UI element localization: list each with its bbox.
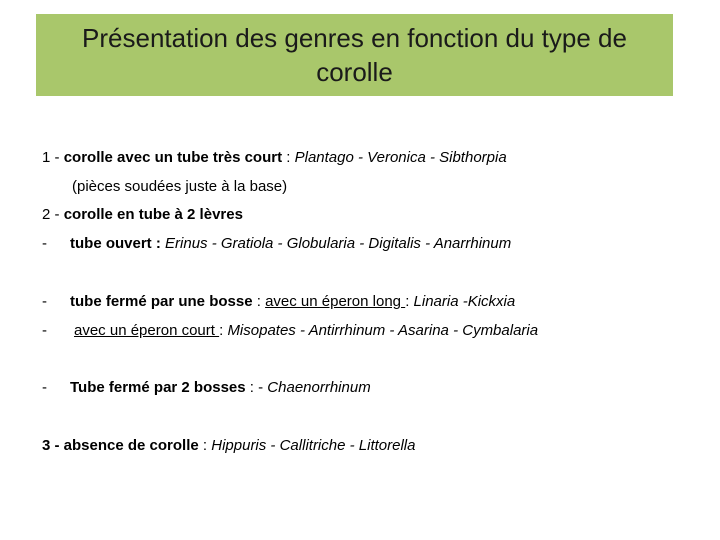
item-label: Tube fermé par 2 bosses: [70, 379, 246, 396]
item-genera: Chaenorrhinum: [267, 379, 371, 396]
item-label: 3 - absence de corolle: [42, 437, 199, 454]
bullet-dash: -: [42, 293, 47, 310]
title-banner: [36, 14, 673, 96]
item-genera: Misopates - Antirrhinum - Asarina - Cymbalaria: [227, 322, 539, 339]
item-label: tube fermé par une bosse: [70, 293, 253, 310]
item-separator: :: [405, 293, 414, 310]
item-separator: :: [252, 293, 266, 310]
item-genera: Hippuris - Callitriche - Littorella: [211, 437, 416, 454]
item-note: (pièces soudées juste à la base): [72, 178, 288, 195]
item-number: 1 -: [42, 149, 60, 166]
list-item-tube-ferme-bosse: [42, 292, 515, 312]
list-item-2: [42, 205, 243, 225]
bullet-dash: -: [42, 235, 47, 252]
item-separator: :: [282, 149, 295, 166]
item-subtype: avec un éperon court: [74, 322, 220, 339]
item-label: corolle avec un tube très court: [63, 149, 283, 166]
item-separator: :: [219, 322, 228, 339]
list-item-note: [72, 177, 287, 197]
list-item-1: [42, 148, 507, 168]
page-title: Présentation des genres en fonction du type de corolle: [82, 23, 627, 87]
list-item-eperon-court: [42, 321, 538, 341]
list-item-3: [42, 436, 415, 456]
item-genera: Plantago - Veronica - Sibthorpia: [294, 149, 507, 166]
item-subtype: avec un éperon long: [265, 293, 406, 310]
bullet-dash: -: [42, 379, 47, 396]
item-genera: Erinus - Gratiola - Globularia - Digitalis - Anarrhinum: [165, 235, 512, 252]
item-separator: : -: [245, 379, 268, 396]
item-genera: Linaria -Kickxia: [413, 293, 516, 310]
list-item-tube-ouvert: [42, 234, 511, 254]
item-number: 2 -: [42, 206, 60, 223]
item-separator: :: [198, 437, 212, 454]
bullet-dash: -: [42, 322, 47, 339]
list-item-tube-2-bosses: [42, 378, 371, 398]
item-label: corolle en tube à 2 lèvres: [63, 206, 243, 223]
item-label: tube ouvert :: [70, 235, 161, 252]
